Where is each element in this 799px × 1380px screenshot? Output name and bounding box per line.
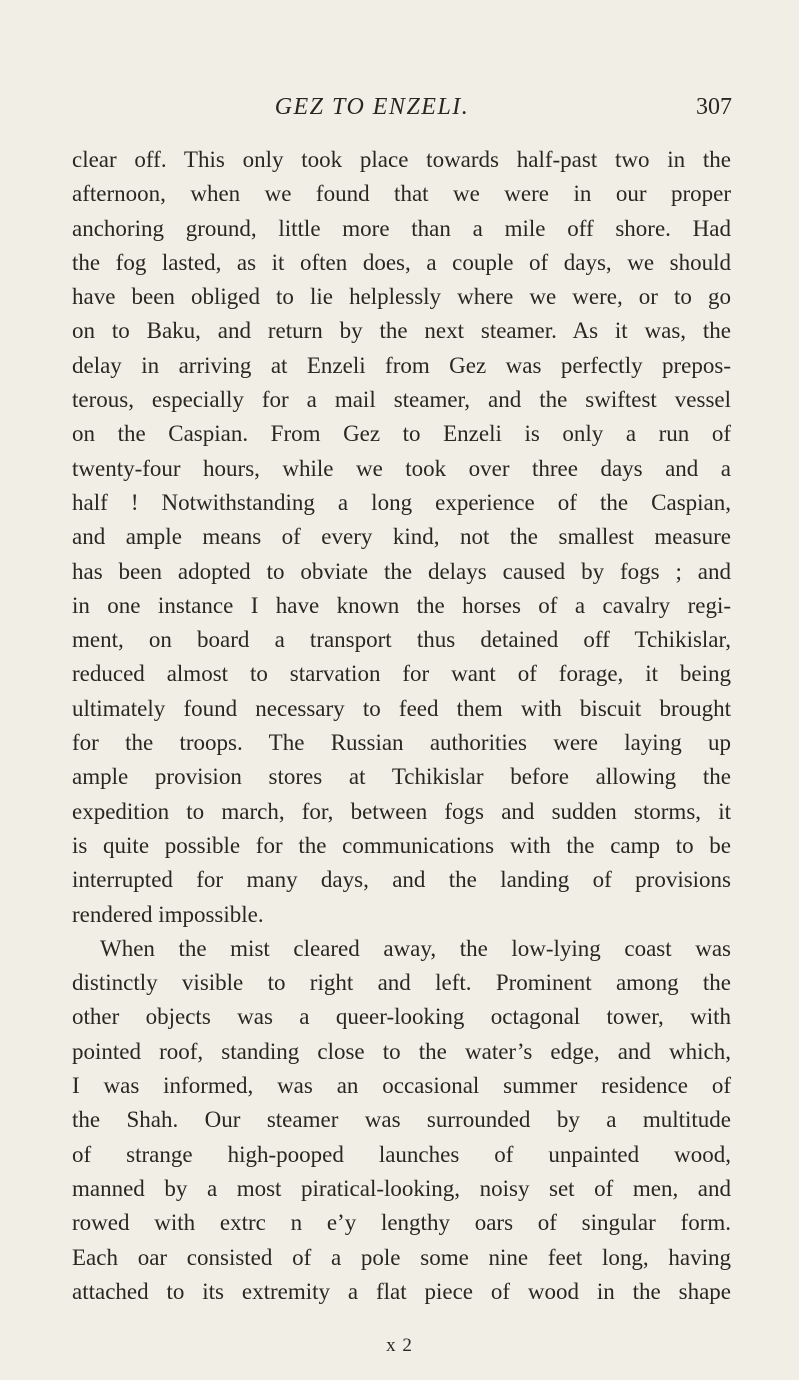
signature-mark: x 2 <box>386 1335 413 1356</box>
text-line: other objects was a queer-looking octagonal tower, with <box>72 1004 731 1030</box>
text-line: is quite possible for the communications with the camp to be <box>72 832 731 858</box>
page-number: 307 <box>696 94 732 120</box>
text-line: on the Caspian. From Gez to Enzeli is only a run of <box>72 421 731 447</box>
text-line: Each oar consisted of a pole some nine feet long, having <box>72 1244 731 1270</box>
text-line: distinctly visible to right and left. Prominent among the <box>72 970 731 996</box>
text-line: manned by a most piratical-looking, noisy set of men, and <box>72 1175 731 1201</box>
text-line: When the mist cleared away, the low-lying coast was <box>100 935 731 961</box>
text-line: and ample means of every kind, not the smallest measure <box>72 524 731 550</box>
text-line: afternoon, when we found that we were in our proper <box>72 181 731 207</box>
text-line: I was informed, was an occasional summer residence of <box>72 1073 731 1099</box>
text-line: expedition to march, for, between fogs and sudden storms, it <box>72 798 731 824</box>
running-title: GEZ TO ENZELI. <box>274 94 470 120</box>
paragraph-1 <box>72 143 731 932</box>
text-line: the fog lasted, as it often does, a couple of days, we should <box>72 249 731 275</box>
text-line: ultimately found necessary to feed them with biscuit brought <box>72 695 731 721</box>
paragraph-2 <box>72 932 731 1309</box>
text-line: of strange high-pooped launches of unpainted wood, <box>72 1141 731 1167</box>
running-head <box>72 92 732 132</box>
text-line: have been obliged to lie helplessly where we were, or to go <box>72 284 731 310</box>
text-line: terous, especially for a mail steamer, and the swiftest vessel <box>72 387 731 413</box>
text-line: rendered impossible. <box>72 901 264 927</box>
text-line: attached to its extremity a flat piece of wood in the shape <box>72 1278 731 1304</box>
text-line: in one instance I have known the horses of a cavalry regi- <box>72 592 731 618</box>
text-line: delay in arriving at Enzeli from Gez was perfectly prepos- <box>72 352 731 378</box>
text-line: ample provision stores at Tchikislar before allowing the <box>72 764 731 790</box>
text-line: for the troops. The Russian authorities were laying up <box>72 730 731 756</box>
text-line: rowed with extrc n e’y lengthy oars of singular form. <box>72 1210 731 1236</box>
text-line: reduced almost to starvation for want of forage, it being <box>72 661 731 687</box>
text-line: the Shah. Our steamer was surrounded by a multitude <box>72 1107 731 1133</box>
text-line: on to Baku, and return by the next steamer. As it was, the <box>72 318 731 344</box>
text-line: half ! Notwithstanding a long experience of the Caspian, <box>72 489 731 515</box>
body-text <box>72 143 731 1309</box>
text-line: has been adopted to obviate the delays caused by fogs ; and <box>72 558 731 584</box>
text-line: pointed roof, standing close to the water’s edge, and which, <box>72 1038 731 1064</box>
text-line: interrupted for many days, and the landing of provisions <box>72 867 731 893</box>
text-line: clear off. This only took place towards half-past two in the <box>72 147 731 172</box>
text-line: twenty-four hours, while we took over three days and a <box>72 455 731 481</box>
text-line: anchoring ground, little more than a mile off shore. Had <box>72 215 731 241</box>
text-line: ment, on board a transport thus detained off Tchikislar, <box>72 627 731 653</box>
